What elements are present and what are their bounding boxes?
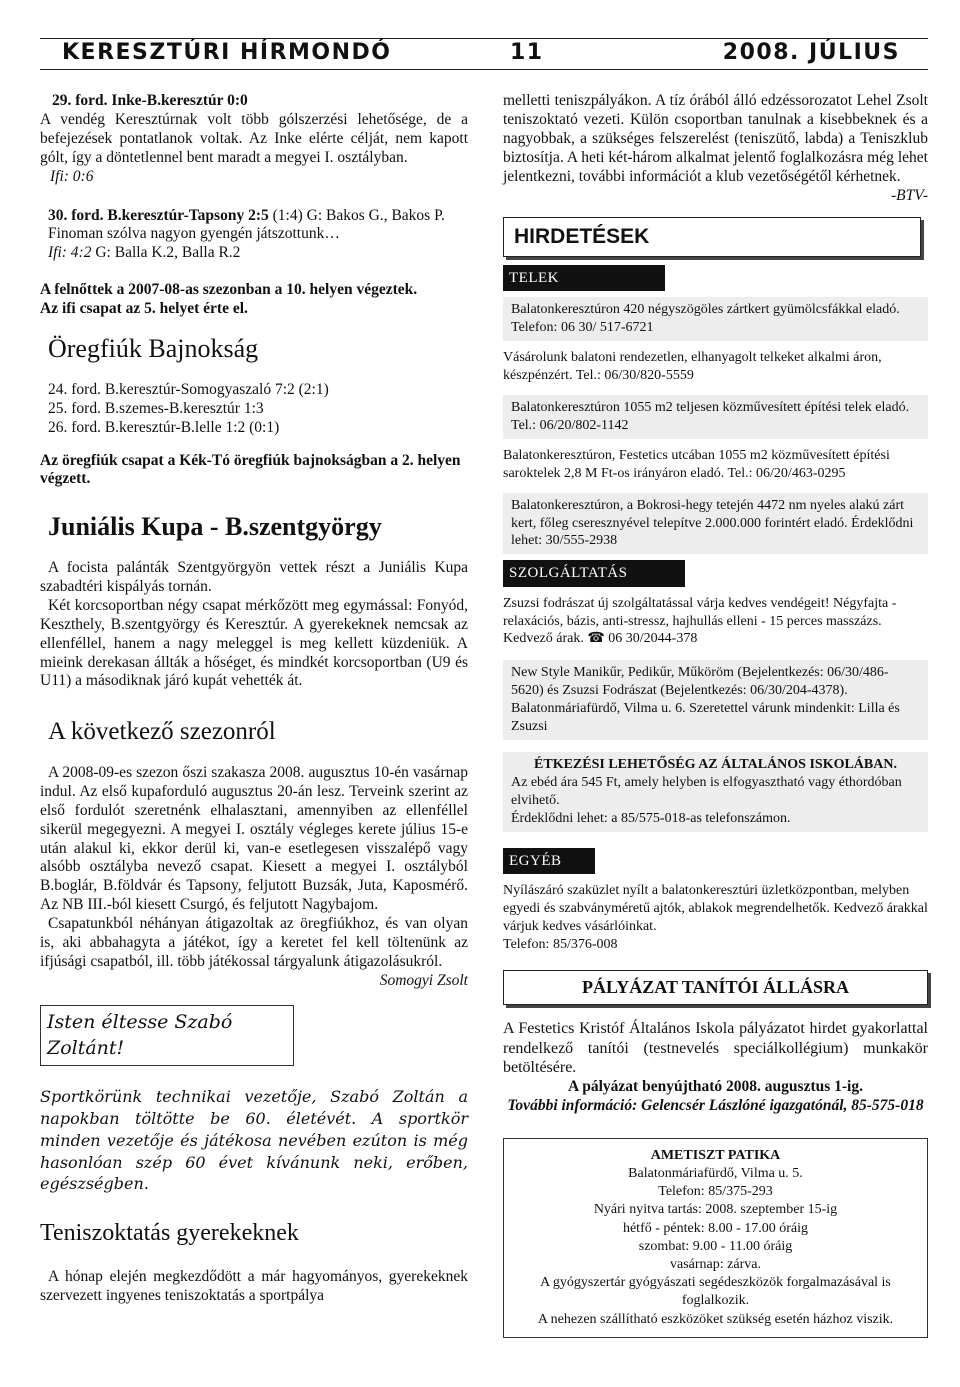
ametiszt-box: [503, 1138, 928, 1338]
ad-fodraszat: Zsuzsi fodrászat új szolgáltatással várja kedves vendégeit! Négyfajta - relaxációs, bázis, anti-stressz, hajhullás elleni - 15 perces masszázs. Kedvező árak. ☎ 06 30/2044-378: [503, 595, 897, 647]
left-column: [40, 92, 468, 1306]
palyazat-info: További információ: Gelencsér Lászlóné igazgatónál, 85-575-018: [507, 1096, 924, 1114]
oregfiuk-result: 26. ford. B.keresztúr-B.lelle 1:2 (0:1): [48, 418, 280, 436]
szolgaltatas-heading: SZOLGÁLTATÁS: [503, 560, 685, 586]
telek-heading: TELEK: [503, 265, 665, 291]
hirdetesek-heading: HIRDETÉSEK: [503, 217, 921, 257]
apo-text-2: A nehezen szállítható eszközöket szükség esetén házhoz viszik.: [537, 1311, 894, 1327]
kovetkezo-author: Somogyi Zsolt: [379, 971, 468, 989]
palyazat-deadline: A pályázat benyújtható 2008. augusztus 1-ig.: [568, 1078, 863, 1095]
kovetkezo-heading: A következő szezonról: [48, 718, 276, 746]
oregfiuk-heading: Öregfiúk Bajnokság: [48, 334, 259, 364]
oregfiuk-results: [48, 381, 468, 438]
etkezes-title: ÉTKEZÉSI LEHETŐSÉG AZ ÁLTALÁNOS ISKOLÁBAN.: [534, 756, 897, 772]
season-summary-youth: Az ifi csapat az 5. helyet érte el.: [40, 300, 248, 318]
ad-nyilaszaro-tel: Telefon: 85/376-008: [503, 936, 618, 952]
etkezes-box: [503, 752, 928, 832]
junialis-paragraph-2: Két korcsoportban négy csapat mérkőzött meg egymással: Fonyód, Keszthely, B.szentgyörgy és Keresztúr. A gyerekeknek nemcsak az ellenféllel, hanem a nagy meleggel is meg kellett küzdeniük. A mieink derekasan állták a hőséget, és mindkét korcsoportban (U9 és U11) a másodiknak járó kupát vehették át.: [40, 596, 468, 690]
apo-address: Balatonmáriafürdő, Vilma u. 5.: [628, 1166, 803, 1181]
match-30-ifi-scorers: G: Balla K.2, Balla R.2: [91, 244, 241, 262]
match-29-title: 29. ford. Inke-B.keresztúr 0:0: [52, 92, 248, 109]
match-30-scorers: (1:4) G: Bakos G., Bakos P.: [268, 206, 445, 224]
palyazat-heading: PÁLYÁZAT TANÍTÓI ÁLLÁSRA: [503, 970, 928, 1006]
junialis-paragraph-1: A focista palánták Szentgyörgyön vettek részt a Juniális Kupa szabadtéri kispályás tornán.: [40, 559, 468, 595]
match-30-title: 30. ford. B.keresztúr-Tapsony 2:5: [48, 206, 269, 224]
apo-phone: Telefon: 85/375-293: [658, 1184, 773, 1200]
ad-telek-1: Balatonkeresztúron 420 négyszögöles zártkert gyümölcsfákkal eladó. Telefon: 06 30/ 517-6721: [503, 297, 928, 341]
kovetkezo-paragraph-1: A 2008-09-es szezon őszi szakasza 2008. augusztus 10-én vasárnap indul. Az első kupaforduló augusztus 20-án lesz. Terveink szerint az első fordulót szeretnénk elhalasztani, amennyiben az ellenféllel sikerül megegyezni. A megyei I. osztály végleges kerete július 15-e után alakul ki, ekkor derül ki, van-e esetlegesen visszalépő vagy alsóbb osztályba nevező csapat. Kiesett a megyei I. osztályból B.boglár, B.földvár és Tapsony, feljutott Buzsák, Juta, Kaposmérő. Az NB III.-ból kiesett Csurgó, és feljutott Nagybajom.: [40, 763, 468, 914]
kovetkezo-paragraph-2: Csapatunkból néhányan átigazoltak az öregfiúkhoz, és van olyan is, aki abbahagyta a játékot, így a keretet fel kell töltenünk az ifjúsági csapatból, ill. több játékossal tárgyalunk átigazolásukról.: [40, 915, 468, 970]
issue-date: 2008. JÚLIUS: [722, 40, 900, 65]
ad-telek-5: Balatonkeresztúron, a Bokrosi-hegy tetején 4472 nm nyeles alakú zárt kert, főleg cseresznyével telepítve 2.000.000 forintért eladó. Érdeklődni lehet: 30/555-2938: [503, 493, 928, 555]
apo-title: AMETISZT PATIKA: [650, 1147, 781, 1163]
etkezes-text-2: Érdeklődni lehet: a 85/575-018-as telefonszámon.: [511, 810, 791, 826]
season-summary-adults: A felnőttek a 2007-08-as szezonban a 10. helyen végeztek.: [40, 281, 418, 299]
right-column: [503, 92, 928, 1338]
tenisz-heading: Teniszoktatás gyerekeknek: [40, 1220, 299, 1247]
tenisz-paragraph: A hónap elején megkezdődött a már hagyományos, gyerekeknek szervezett ingyenes teniszoktatás a sportpálya: [40, 1268, 468, 1305]
apo-hours: Nyári nyitva tartás: 2008. szeptember 15-ig: [593, 1202, 838, 1218]
apo-sunday: vasárnap: zárva.: [670, 1256, 761, 1272]
btv-signature: -BTV-: [890, 186, 928, 204]
oregfiuk-result: 24. ford. B.keresztúr-Somogyaszaló 7:2 (2:1): [48, 380, 329, 398]
birthday-box: Isten éltesse Szabó Zoltánt!: [40, 1005, 294, 1067]
etkezes-text-1: Az ebéd ára 545 Ft, amely helyben is elfogyasztható vagy éthordóban elvihető.: [511, 774, 902, 808]
match-30-report: Finoman szólva nagyon gyengén játszottunk…: [48, 225, 340, 243]
apo-weekdays: hétfő - péntek: 8.00 - 17.00 óráig: [622, 1220, 809, 1236]
palyazat-text: A Festetics Kristóf Általános Iskola pályázatot hirdet gyakorlattal rendelkező tanítói (testnevelés speciálkollégium) munkakör betöltésére.: [503, 1020, 928, 1077]
ad-nyilaszaro: Nyílászáró szaküzlet nyílt a balatonkeresztúri üzletközpontban, melyben egyedi és szabványméretű ajtók, ablakok megrendelhetők. Kedvező árakkal várjuk kedves vásárlóinkat.: [503, 882, 928, 934]
page-header: [40, 38, 928, 70]
junialis-heading: Juniális Kupa - B.szentgyörgy: [48, 512, 382, 542]
match-30-header: [48, 207, 468, 226]
ad-telek-2: Vásárolunk balatoni rendezetlen, elhanyagolt telkeket alkalmi áron, készpénzért. Tel.: 06/30/820-5559: [503, 350, 882, 384]
ad-manikur: New Style Manikűr, Pedikűr, Műköröm (Bejelentkezés: 06/30/486-5620) és Zsuzsi Fodrászat (Bejelentkezés: 06/30/204-4378). Balatonmáriafürdő, Vilma u. 6. Szeretettel várunk mindenkit: Lilla és Zsuzsi: [503, 660, 928, 740]
match-30-ifi-line: [48, 244, 468, 263]
match-30-ifi: Ifi: 4:2: [48, 244, 92, 262]
apo-text-1: A gyógyszertár gyógyászati segédeszközök forgalmazásával is foglalkozik.: [540, 1275, 891, 1309]
match-29-ifi: Ifi: 0:6: [50, 167, 94, 185]
tenisz-continuation: melletti teniszpályákon. A tíz órából álló edzéssorozatot Lehel Zsolt teniszoktató vezeti. Külön csoportban tanulnak a kisebbeknek és a nagyobbak, a szükséges felszerelést (teniszütő, labda) a Teniszklub biztosítja. A heti két-három alkalmat jelentő foglalkozásra még lehet jelentkezni, további információt a klub vezetőségétől kérhetnek.: [503, 92, 928, 185]
birthday-text: Sportkörünk technikai vezetője, Szabó Zoltán a napokban töltötte be 60. életévét. A sportkör minden vezetője és játékosa nevében ezúton is még hasonlóan szép 60 évet kívánunk neki, erőben, egészségben.: [40, 1087, 468, 1194]
egyeb-heading: EGYÉB: [503, 848, 595, 874]
newspaper-title: KERESZTÚRI HÍRMONDÓ: [62, 40, 392, 65]
page-number: 11: [510, 40, 544, 65]
apo-saturday: szombat: 9.00 - 11.00 óráig: [638, 1238, 793, 1254]
oregfiuk-result: 25. ford. B.szemes-B.keresztúr 1:3: [48, 399, 264, 417]
match-29-report: A vendég Keresztúrnak volt több gólszerzési lehetősége, de a befejezések pontatlanok voltak. Az Inke elérte célját, nem kapott gólt, így a döntetlennel bent maradt a megyei I. osztályban.: [40, 110, 468, 166]
ad-telek-3: Balatonkeresztúron 1055 m2 teljesen közművesített építési telek eladó. Tel.: 06/20/802-1142: [503, 395, 928, 439]
ad-telek-4: Balatonkeresztúron, Festetics utcában 1055 m2 közművesített építési saroktelek 2,8 M Ft-os irányáron eladó. Tel.: 06/20/463-0295: [503, 447, 890, 481]
oregfiuk-summary: Az öregfiúk csapat a Kék-Tó öregfiúk bajnokságban a 2. helyen végzett.: [40, 451, 461, 488]
